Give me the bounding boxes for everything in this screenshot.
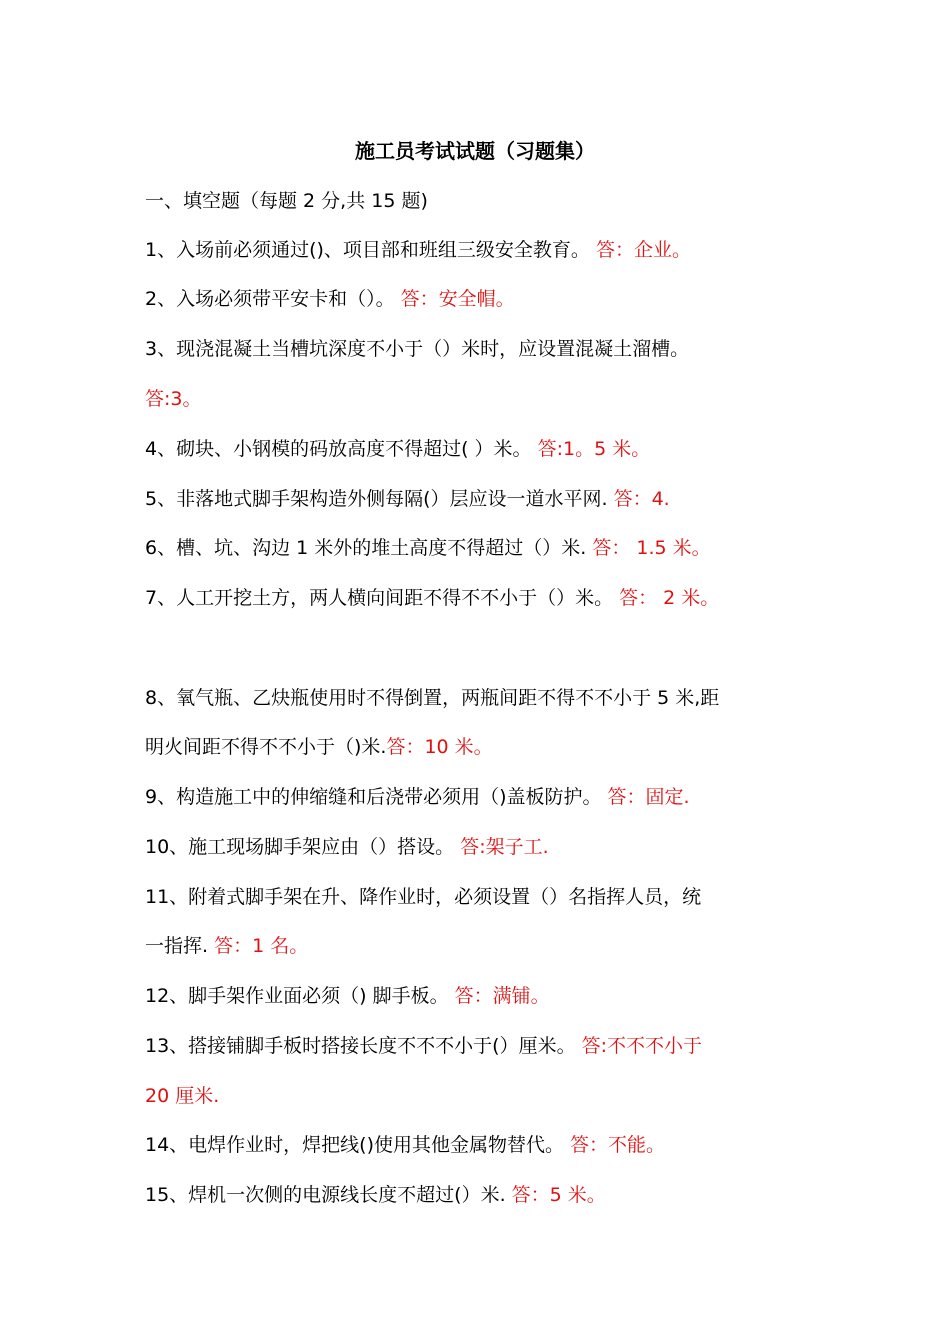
question-line — [145, 1031, 825, 1061]
question-line — [145, 235, 825, 265]
question-text: 明火间距不得不不小于（)米. — [145, 736, 387, 758]
question-text: 4、砌块、小钢模的码放高度不得超过( ）米。 — [145, 438, 538, 460]
answer-text: 答： 2 米。 — [619, 587, 720, 609]
question-line — [145, 882, 825, 912]
question-line — [145, 683, 825, 713]
question-text: 14、电焊作业时，焊把线()使用其他金属物替代。 — [145, 1134, 571, 1156]
question-text: 5、非落地式脚手架构造外侧每隔(）层应设一道水平网. — [145, 488, 614, 510]
question-line — [145, 384, 825, 414]
question-text: 7、人工开挖土方，两人横向间距不得不不小于（）米。 — [145, 587, 620, 609]
answer-text: 答：固定. — [607, 786, 690, 808]
question-text: 9、构造施工中的伸缩缝和后浇带必须用（)盖板防护。 — [145, 786, 608, 808]
question-text: 1、入场前必须通过()、项目部和班组三级安全教育。 — [145, 239, 596, 261]
section-heading: 一、填空题（每题 2 分,共 15 题) — [145, 190, 428, 212]
answer-text: 答：4. — [613, 488, 670, 510]
question-text: 13、搭接铺脚手板时搭接长度不不不小于(）厘米。 — [145, 1035, 582, 1057]
question-line — [145, 981, 825, 1011]
question-line — [145, 484, 825, 514]
answer-text: 答:3。 — [145, 388, 202, 410]
question-line — [145, 434, 825, 464]
question-text: 8、氧气瓶、乙炔瓶使用时不得倒置，两瓶间距不得不不小于 5 米,距 — [145, 687, 720, 709]
question-line — [145, 931, 825, 961]
answer-text: 答：不能。 — [570, 1134, 666, 1156]
document-title: 施工员考试试题（习题集） — [355, 139, 595, 163]
answer-text: 答：安全帽。 — [400, 288, 515, 310]
answer-text: 答：满铺。 — [454, 985, 550, 1007]
question-line — [145, 284, 825, 314]
question-line — [145, 1081, 825, 1111]
question-text: 10、施工现场脚手架应由（）搭设。 — [145, 836, 461, 858]
question-text: 11、附着式脚手架在升、降作业时，必须设置（）名指挥人员，统 — [145, 886, 702, 908]
question-line — [145, 1180, 825, 1210]
question-text: 3、现浇混凝土当槽坑深度不小于（）米时，应设置混凝土溜槽。 — [145, 338, 690, 360]
question-line — [145, 583, 825, 613]
answer-text: 答：10 米。 — [386, 736, 493, 758]
question-text: 2、入场必须带平安卡和（）。 — [145, 288, 401, 310]
answer-text: 20 厘米. — [145, 1085, 220, 1107]
question-text: 12、脚手架作业面必须（) 脚手板。 — [145, 985, 455, 1007]
answer-text: 答：企业。 — [595, 239, 691, 261]
question-line — [145, 782, 825, 812]
answer-text: 答:不不不小于 — [581, 1035, 703, 1057]
question-text: 一指挥. — [145, 935, 215, 957]
answer-text: 答：1 名。 — [214, 935, 309, 957]
question-line — [145, 732, 825, 762]
answer-text: 答:1。5 米。 — [537, 438, 651, 460]
answer-text: 答:架子工. — [460, 836, 549, 858]
answer-text: 答： 1.5 米。 — [592, 537, 711, 559]
question-line — [145, 1130, 825, 1160]
question-line — [145, 832, 825, 862]
question-line — [145, 533, 825, 563]
answer-text: 答：5 米。 — [511, 1184, 606, 1206]
question-line — [145, 334, 825, 364]
question-text: 6、槽、坑、沟边 1 米外的堆土高度不得超过（）米. — [145, 537, 593, 559]
question-text: 15、焊机一次侧的电源线长度不超过(）米. — [145, 1184, 512, 1206]
